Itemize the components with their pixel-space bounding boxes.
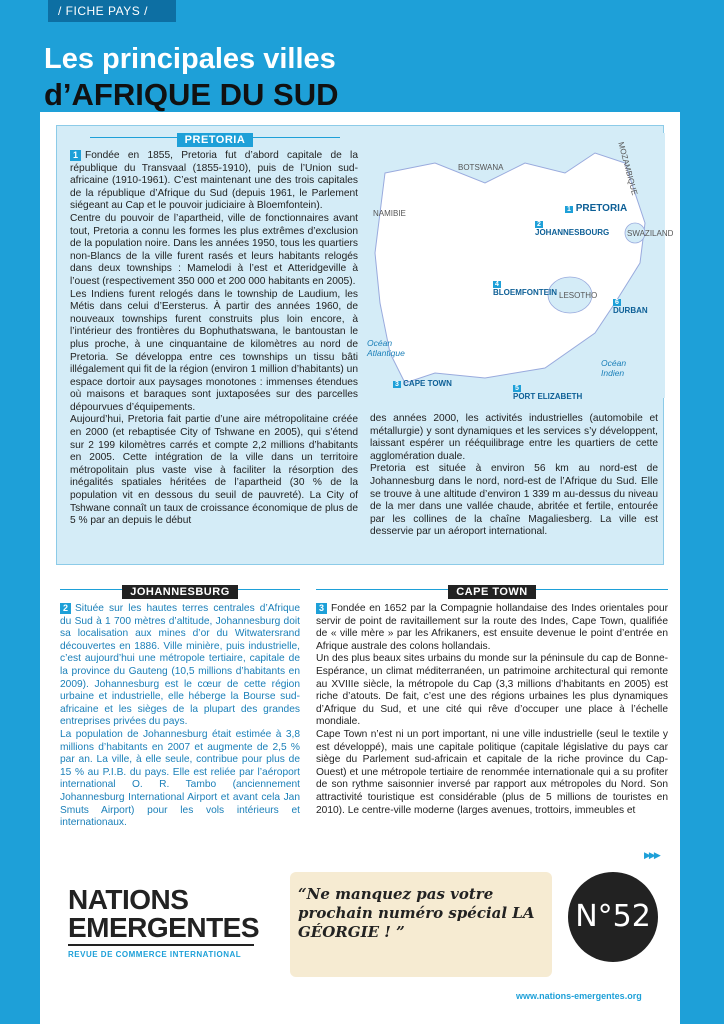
text: Fondée en 1855, Pretoria fut d’abord capitale de la république du Transvaal (1855-1910), puis de l’Union sud-africaine (1910-1961). C’est maintenant une des trois capitales de la république d’Afrique du Sud (depuis 1961, le Parlement siégeant au Cap et le pouvoir judiciaire à Bloemfontein).: [70, 150, 358, 212]
city-capetown: [393, 379, 452, 388]
city-name: PORT ELIZABETH: [513, 392, 583, 401]
pretoria-p5: des années 2000, les activités industrielles (automobile et métallurgie) y sont dynamiques et les services s’y développent, laissant espérer un rééquilibrage entre les quartiers de cette agglomération duale.: [370, 413, 658, 462]
capetown-column: [316, 603, 668, 817]
pretoria-title: PRETORIA: [177, 133, 254, 147]
pretoria-header: [70, 130, 360, 148]
capetown-p3: Cape Town n’est ni un port important, ni une ville industrielle (seul le textile y est développé), mais une capitale politique (capitale législative du pays car siège du Parlement sud-africain et capitale de la riche province du Cap-Ouest) et une métropole tertiaire de renommée internationale qui a su profiter de son rythme saisonnier inversé par rapport aux métropoles du Nord. Son attractivité touristique est considérable (plus de 5 millions de touristes en 2010). Le centre-ville moderne (larges avenues, trottoirs, immeubles et: [316, 728, 668, 816]
website-link[interactable]: www.nations-emergentes.org: [516, 991, 642, 1001]
pretoria-p1: [70, 150, 358, 213]
city-name: JOHANNESBOURG: [535, 228, 610, 237]
map-label-swaziland: SWAZILAND: [627, 229, 674, 238]
continue-arrows: ▶▶▶: [644, 850, 659, 860]
promo-text: “Ne manquez pas votre prochain numéro spécial LA GÉORGIE ! ”: [298, 885, 535, 941]
city-port-elizabeth: [513, 383, 582, 401]
pretoria-column-right: [370, 413, 658, 539]
map-label-botswana: BOTSWANA: [458, 163, 504, 172]
pretoria-p2: Centre du pouvoir de l’apartheid, ville de fonctionnaires avant tout, Pretoria a connu les formes les plus extrêmes d’exclusion de la population noire. Dans les années 1950, tous les quartiers non-Blancs de la ville furent rasés et leurs habitants relogés dans deux townships : Mamelodi à l’est et Atteridgeville à l’ouest (respectivement 350 000 et 200 000 habitants en 2005).: [70, 212, 358, 287]
section-number: 3: [316, 603, 327, 614]
city-number: 3: [395, 381, 399, 388]
city-durban: [613, 297, 648, 315]
city-name: CAPE TOWN: [403, 379, 452, 388]
city-name: PRETORIA: [575, 203, 628, 214]
capetown-p2: Un des plus beaux sites urbains du monde sur la péninsule du cap de Bonne-Espérance, un climat méditerranéen, un patrimoine architectural qui remonte au XVIIIe siècle, la métropole du Cap (3,3 millions d’habitants en 2005) est riche d’atouts. De fait, c’est une des régions urbaines les plus dynamiques d’Afrique du Sud, et une cité qui rêve d’occuper une place à l’échelle mondiale.: [316, 653, 668, 728]
map-label-namibie: NAMIBIE: [373, 209, 406, 218]
johannesburg-p1: [60, 603, 300, 729]
city-number: 2: [537, 221, 541, 228]
city-number: 6: [615, 299, 619, 306]
page-title-line2: d’AFRIQUE DU SUD: [44, 77, 339, 112]
pretoria-p4: Aujourd’hui, Pretoria fait partie d’une aire métropolitaine créée en 2000 (et rebaptisée City of Tshwane en 2005), qui s’étend sur 2 199 kilomètres carrés et compte 2,2 millions d’habitants en 2005. Cette intégration de la ville dans un territoire métropolitain plus vaste vise à faciliter la résorption des inégalités spatiales héritées de l’apartheid (30 % de la population vit en dessous du seuil de pauvreté). La City of Tshwane connaît un taux de croissance économique de plus de 5 % par an depuis le début: [70, 414, 358, 527]
south-africa-map: [365, 133, 674, 401]
pretoria-column-left: [70, 150, 358, 528]
logo-subtitle: REVUE DE COMMERCE INTERNATIONAL: [68, 950, 242, 959]
city-number: 1: [567, 206, 571, 213]
johannesburg-header: [60, 582, 300, 600]
johannesburg-column: [60, 603, 300, 830]
text: Fondée en 1652 par la Compagnie hollandaise des Indes orientales pour servir de point de ravitaillement sur la route des Indes, Cape Town, qualifiée de « ville mère » par les Afrikaners, est ensuite devenue le point d’entrée en Afrique australe des colons hollandais.: [316, 603, 668, 652]
issue-number: N°52: [575, 899, 651, 934]
map-label-mozambique: MOZAMBIQUE: [616, 141, 640, 197]
city-name: BLOEMFONTEIN: [493, 288, 557, 297]
logo-line2: EMERGENTES: [68, 912, 260, 943]
pretoria-p3: Les Indiens furent relogés dans le township de Laudium, les Métis dans celui d’Eersterus. À partir des années 1960, de nouveaux townships furent construits plus loin encore, à l’intérieur des frontières du Bophuthatswana, le bantoustan le plus proche, à une cinquantaine de kilomètres au nord de Pretoria. Se développa entre ces townships un tissu bâti illégalement qui fit de la région (environ 1 million d’habitants) un espace dortoir aux paysages monotones : immenses étendues où maisons et baraques sont juxtaposées sur des parcelles dépourvues d’équipements.: [70, 288, 358, 413]
city-number: 4: [495, 281, 499, 288]
city-name: DURBAN: [613, 306, 648, 315]
city-bloemfontein: [493, 279, 557, 297]
johannesburg-p2: La population de Johannesburg était estimée à 3,8 millions d’habitants en 2007 et augmente de 2,5 % par an. La ville, à elle seule, contribue pour plus de 15 % au P.I.B. du pays. Elle est reliée par l’aéroport international O. R. Tambo (anciennement Johannesburg International Airport et avant cela Jan Smuts Airport) pour les vols intérieurs et internationaux.: [60, 728, 300, 829]
city-number: 5: [515, 385, 519, 392]
text: Située sur les hautes terres centrales d’Afrique du Sud à 1 700 mètres d’altitude, Johannesburg doit sa localisation aux mines d’or du Witwatersrand découvertes en 1886. Ville minière, puis industrielle, c’est aujourd’hui une métropole tertiaire, capitale de la province du Gauteng (10,5 millions d’habitants en 2009). Johannesburg est le cœur de cette région urbaine et industrielle, elle héberge la Bourse sud-africaine et les sièges de la plupart des grandes entreprises privées du pays.: [60, 603, 300, 728]
johannesburg-title: JOHANNESBURG: [122, 585, 238, 599]
section-tag: / FICHE PAYS /: [48, 0, 176, 22]
logo-line1: NATIONS: [68, 884, 189, 915]
section-number: 2: [60, 603, 71, 614]
page-title-line1: Les principales villes: [44, 43, 336, 75]
map-label-ocean-indien: Océan Indien: [601, 358, 627, 378]
section-number: 1: [70, 150, 81, 161]
capetown-title: CAPE TOWN: [448, 585, 536, 599]
pretoria-p6: Pretoria est située à environ 56 km au nord-est de Johannesburg dans le nord, nord-est de l’Afrique du Sud. Elle se trouve à une altitude d’environ 1 339 m au-dessus du niveau de la mer dans une vallée chaude, abritée et fertile, entourée par les collines de la chaîne Magaliesberg. La ville est desservie par un aéroport international.: [370, 463, 658, 538]
map-label-ocean-atlantique: Océan Atlantique: [367, 338, 405, 358]
city-pretoria: [565, 203, 627, 214]
map-label-lesotho: LESOTHO: [559, 291, 598, 300]
logo-underline: [68, 944, 254, 946]
issue-badge: [568, 872, 658, 962]
capetown-p1: [316, 603, 668, 653]
city-johannesbourg: [535, 219, 609, 237]
capetown-header: [316, 582, 668, 600]
